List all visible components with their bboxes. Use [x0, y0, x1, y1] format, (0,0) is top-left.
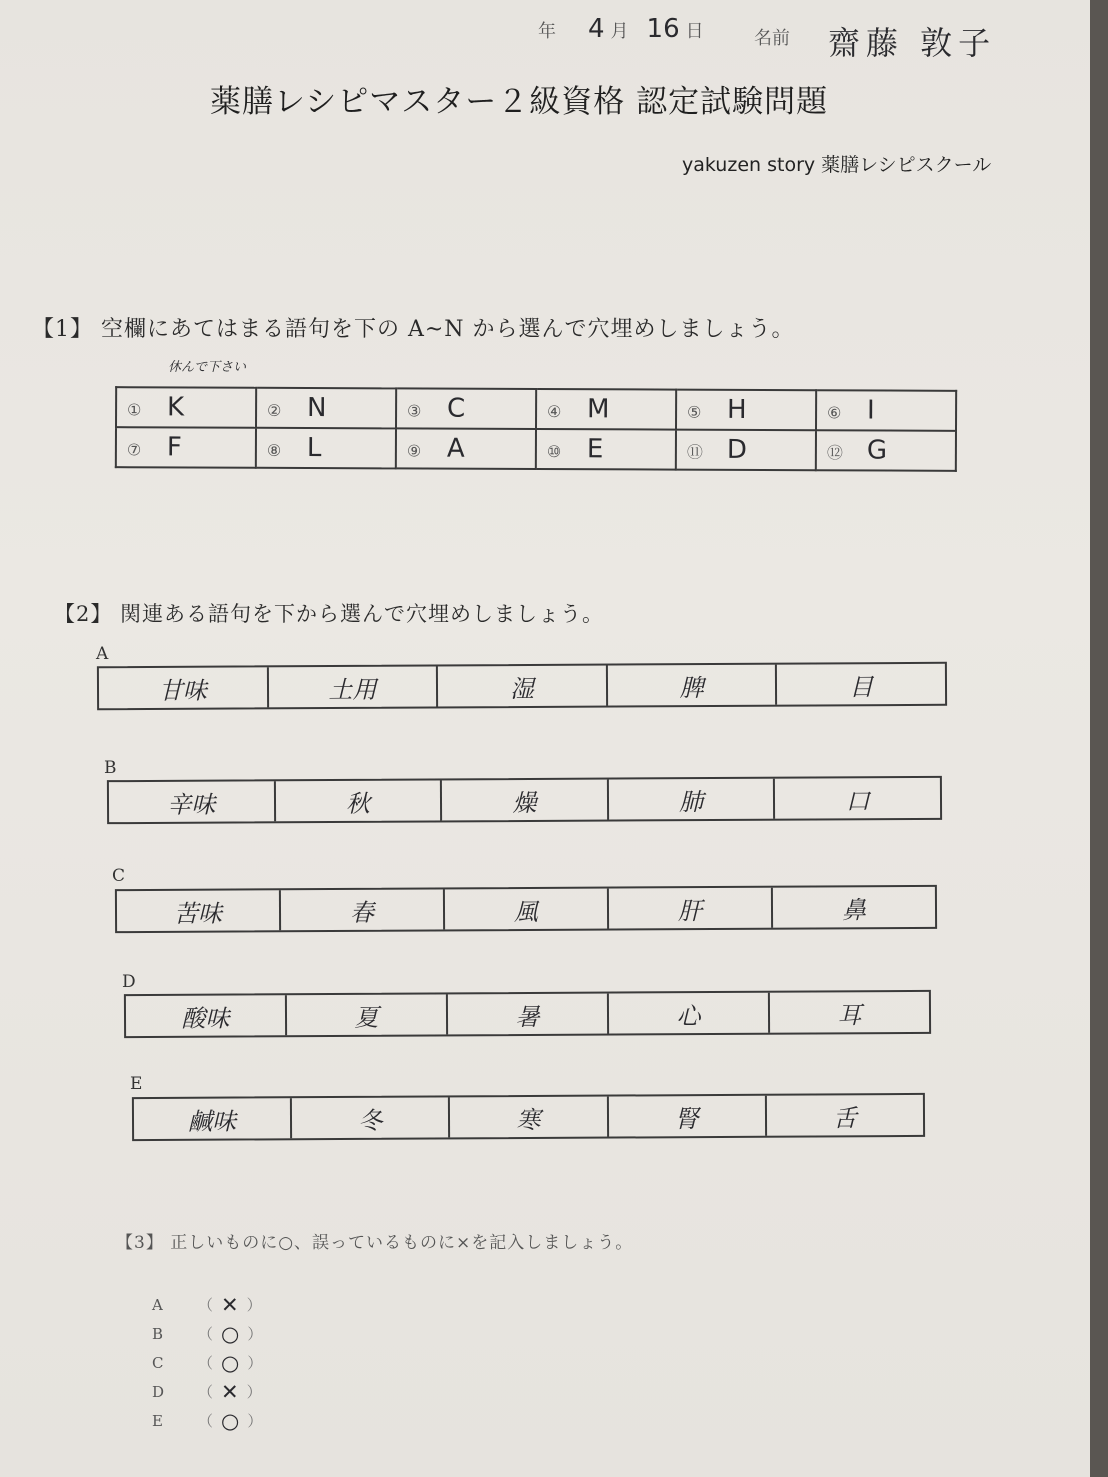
open-paren: （: [198, 1354, 214, 1372]
q1-num: ④: [547, 402, 562, 422]
q1-margin-note: 休んで下さい: [168, 360, 247, 375]
q3-item-label: B: [152, 1324, 164, 1343]
q2-cell: 甘味: [99, 667, 269, 708]
q1-cell: [676, 390, 816, 431]
open-paren: （: [198, 1412, 214, 1430]
q1-num: ⑫: [826, 443, 843, 463]
q3-answer: ○: [221, 1350, 240, 1375]
q3-item: [152, 1406, 262, 1435]
q2-cell: 酸味: [126, 995, 287, 1036]
q2-cell: 秋: [275, 780, 442, 821]
q1-num: ⑪: [686, 442, 703, 462]
q3-answer: ✕: [221, 1379, 239, 1404]
name-label: 名前: [754, 28, 790, 49]
q1-cell: [816, 390, 956, 431]
q2-row-label: C: [112, 866, 126, 886]
q2-cell: 苦味: [117, 890, 281, 931]
q1-num: ⑦: [126, 440, 142, 460]
q1-cell: [116, 387, 256, 428]
q3-answer: ○: [221, 1408, 240, 1433]
q2-cell: 暑: [448, 994, 609, 1035]
q3-item-label: A: [152, 1295, 163, 1314]
q3-answer: ✕: [221, 1292, 239, 1317]
q2-row-label: D: [122, 972, 136, 992]
q2-row-label: E: [130, 1074, 143, 1094]
q2-heading: 【2】 関連ある語句を下から選んで穴埋めしましょう。: [54, 602, 605, 626]
q2-cell: 鼻: [841, 895, 867, 924]
q2-cell: 湿: [438, 666, 608, 707]
close-paren: ）: [247, 1325, 263, 1343]
q2-cell: 耳: [837, 1000, 862, 1029]
q2-cell: 冬: [292, 1097, 450, 1138]
q3-item-label: E: [152, 1411, 163, 1430]
q1-answer: D: [726, 434, 748, 465]
q2-row-a: [97, 662, 947, 710]
q1-cell: [256, 388, 396, 429]
q1-cell: [676, 430, 816, 471]
q2-cell: 心: [609, 993, 770, 1034]
q1-num: ①: [127, 400, 142, 420]
close-paren: ）: [246, 1296, 262, 1314]
q1-cell: [816, 430, 956, 471]
open-paren: （: [198, 1383, 214, 1401]
q2-row-e: [132, 1093, 925, 1141]
q2-cell: 風: [445, 889, 609, 930]
q1-answer: F: [166, 432, 182, 463]
q1-num: ⑤: [687, 402, 702, 422]
date-row: [538, 14, 704, 44]
q2-cell: 鹹味: [134, 1098, 292, 1139]
q2-cell: 燥: [442, 780, 609, 821]
month-value: 4: [588, 14, 605, 44]
q1-answer: N: [307, 393, 327, 424]
school-name: yakuzen story 薬膳レシピスクール: [682, 154, 992, 176]
q1-num: ⑥: [827, 403, 842, 423]
q1-answer-grid: [115, 386, 957, 472]
q1-num: ③: [407, 401, 422, 421]
close-paren: ）: [247, 1354, 263, 1372]
open-paren: （: [198, 1325, 214, 1343]
q1-cell: [396, 388, 536, 429]
name-value: 齋藤 敦子: [828, 24, 997, 62]
q1-cell: [256, 428, 396, 469]
q2-cell: 脾: [608, 665, 778, 706]
q2-cell: 口: [845, 786, 870, 815]
q2-cell: 目: [849, 672, 874, 701]
q1-cell: [116, 427, 256, 468]
q2-cell: 肺: [609, 779, 776, 820]
q1-answer: E: [586, 434, 604, 465]
q2-row-b: [107, 776, 942, 824]
q3-item: [152, 1377, 262, 1406]
day-label: 日: [685, 21, 704, 42]
q1-heading: 【1】 空欄にあてはまる語句を下の A~N から選んで穴埋めしましょう。: [32, 317, 795, 342]
q1-answer: A: [446, 433, 465, 464]
q1-cell: [536, 389, 676, 430]
open-paren: （: [198, 1296, 214, 1314]
q2-row-label: B: [104, 758, 117, 778]
q1-answer: L: [306, 433, 322, 464]
q1-num: ⑧: [266, 440, 282, 460]
q2-cell: 辛味: [109, 781, 276, 822]
q2-cell: 腎: [609, 1096, 767, 1137]
q3-item-label: D: [152, 1382, 165, 1401]
q2-row-label: A: [96, 644, 109, 664]
q1-answer: G: [866, 435, 888, 466]
q3-item: [152, 1290, 262, 1319]
q2-cell: 夏: [287, 994, 448, 1035]
close-paren: ）: [246, 1383, 262, 1401]
q1-cell: [536, 429, 676, 470]
page-title: 薬膳レシピマスター２級資格 認定試験問題: [210, 84, 829, 120]
q1-row-2: [116, 427, 956, 471]
q1-row-1: [116, 387, 956, 431]
q2-row-d: [124, 990, 931, 1038]
close-paren: ）: [247, 1412, 263, 1430]
month-label: 月: [610, 21, 629, 42]
day-value: 16: [646, 14, 680, 44]
q2-row-c: [115, 885, 937, 933]
q3-item-label: C: [152, 1353, 164, 1372]
q1-answer: K: [167, 392, 185, 423]
year-label: 年: [538, 21, 556, 42]
q1-answer: I: [867, 395, 875, 426]
q1-num: ⑨: [406, 441, 422, 461]
q1-answer: C: [447, 393, 466, 424]
q1-num: ⑩: [546, 442, 562, 462]
q2-cell: 春: [281, 889, 445, 930]
q2-cell: 寒: [450, 1097, 608, 1138]
q3-answer: ○: [221, 1321, 240, 1346]
q3-heading: 【3】 正しいものに○、誤っているものに×を記入しましょう。: [116, 1233, 634, 1253]
background-edge: [1090, 0, 1108, 1477]
q2-cell: 土用: [268, 666, 438, 707]
q2-cell: 肝: [609, 888, 773, 929]
q3-item: [152, 1348, 262, 1377]
q2-cell: 舌: [832, 1103, 857, 1132]
q1-cell: [396, 428, 536, 469]
q3-answer-list: [152, 1290, 262, 1435]
q1-answer: M: [587, 394, 610, 425]
q3-item: [152, 1319, 262, 1348]
q1-num: ②: [267, 400, 282, 420]
q1-answer: H: [727, 394, 747, 425]
